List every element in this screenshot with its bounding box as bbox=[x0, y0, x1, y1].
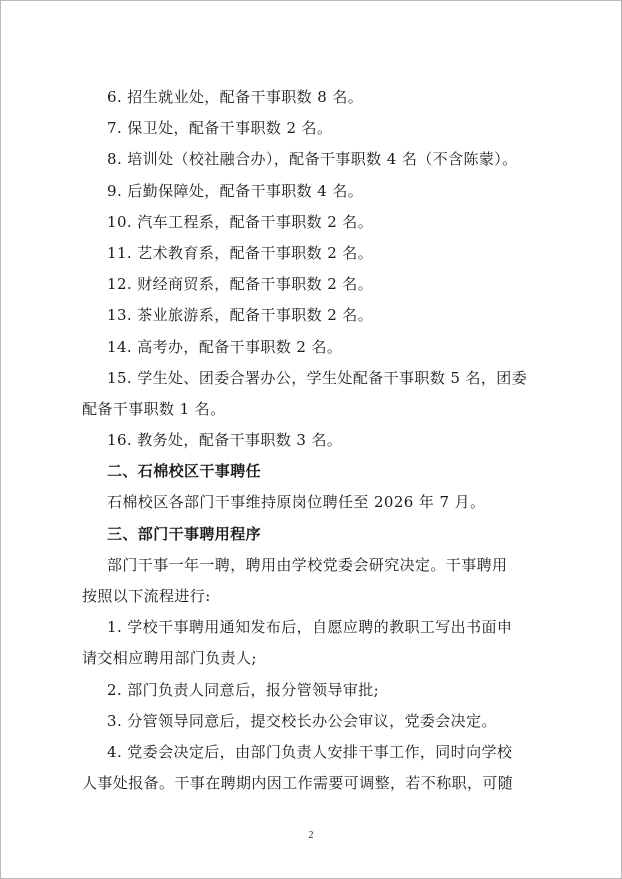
section-heading: 三、部门干事聘用程序 bbox=[107, 524, 262, 543]
list-item: 7. 保卫处，配备干事职数 2 名。 bbox=[107, 119, 333, 138]
list-item: 13. 茶业旅游系，配备干事职数 2 名。 bbox=[107, 306, 374, 325]
list-item: 6. 招生就业处，配备干事职数 8 名。 bbox=[107, 88, 364, 106]
list-item: 9. 后勤保障处，配备干事职数 4 名。 bbox=[107, 181, 364, 200]
page-number: 2 bbox=[308, 830, 314, 841]
paragraph: 石棉校区各部门干事维持原岗位聘任至 2026 年 7 月。 bbox=[107, 493, 486, 512]
list-item-continuation: 配备干事职数 1 名。 bbox=[82, 399, 226, 418]
list-item: 14. 高考办，配备干事职数 2 名。 bbox=[107, 337, 343, 356]
list-item: 3. 分管领导同意后，提交校长办公会审议，党委会决定。 bbox=[107, 711, 497, 730]
list-item: 2. 部门负责人同意后，报分管领导审批; bbox=[107, 680, 380, 699]
list-item: 16. 教务处，配备干事职数 3 名。 bbox=[107, 431, 343, 450]
list-item: 8. 培训处（校社融合办），配备干事职数 4 名（不含陈蒙）。 bbox=[107, 150, 518, 169]
list-item: 15. 学生处、团委合署办公，学生处配备干事职数 5 名，团委 bbox=[107, 368, 528, 387]
paragraph-continuation: 按照以下流程进行: bbox=[82, 587, 211, 605]
section-heading: 二、石棉校区干事聘任 bbox=[107, 462, 262, 481]
list-item-continuation: 请交相应聘用部门负责人; bbox=[82, 649, 257, 668]
document-body bbox=[82, 82, 553, 799]
list-item: 10. 汽车工程系，配备干事职数 2 名。 bbox=[107, 212, 374, 231]
paragraph: 部门干事一年一聘，聘用由学校党委会研究决定。干事聘用 bbox=[107, 555, 508, 574]
list-item: 11. 艺术教育系，配备干事职数 2 名。 bbox=[107, 243, 374, 262]
list-item: 1. 学校干事聘用通知发布后，自愿应聘的教职工写出书面申 bbox=[107, 618, 513, 637]
list-item: 12. 财经商贸系，配备干事职数 2 名。 bbox=[107, 275, 374, 294]
list-item: 4. 党委会决定后，由部门负责人安排干事工作，同时向学校 bbox=[107, 742, 513, 761]
list-item-continuation: 人事处报备。干事在聘期内因工作需要可调整，若不称职，可随 bbox=[82, 774, 514, 793]
